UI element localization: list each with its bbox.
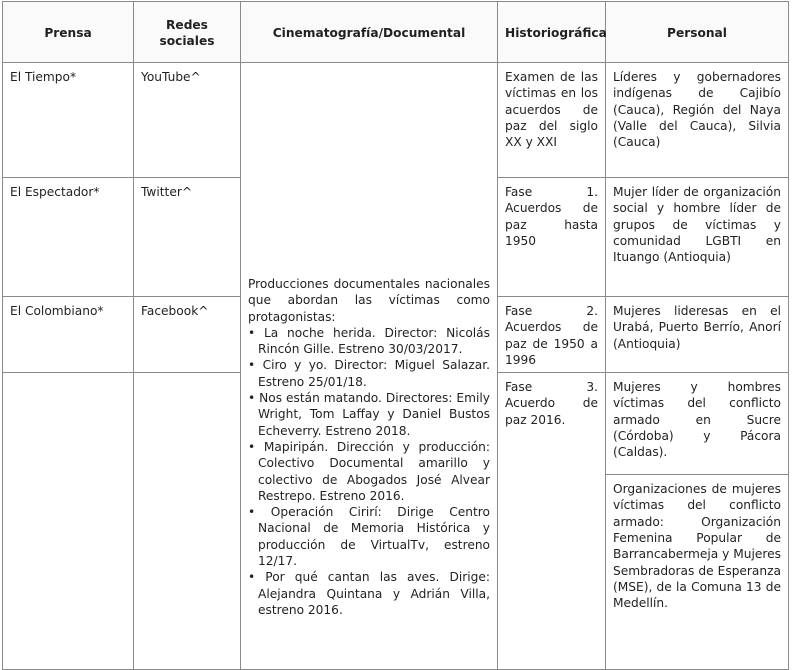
personal-cell: Mujer líder de organización social y hombre líder de grupos de víctimas y comunidad LGBTI en Ituango (Antioquia) bbox=[606, 178, 789, 297]
documental-intro: Producciones documentales nacionales que abordan las víctimas como protagonistas: bbox=[248, 277, 490, 324]
redes-cell: Twitter^ bbox=[134, 178, 241, 297]
personal-cell: Organizaciones de mujeres víctimas del conflicto armado: Organización Femenina Popular de Barrancabermeja y Mujeres Sembradoras de Esperanza (MSE), de la Comuna 13 de Medellín. bbox=[606, 475, 789, 670]
historiografica-cell: Fase 1. Acuerdos de paz hasta 1950 bbox=[498, 178, 606, 297]
list-item: • Mapiripán. Dirección y producción: Colectivo Documental amarillo y colectivo de Abogados José Alvear Restrepo. Estreno 2016. bbox=[248, 439, 490, 504]
personal-cell: Líderes y gobernadores indígenas de Cajibío (Cauca), Región del Naya (Valle del Cauca), Silvia (Cauca) bbox=[606, 63, 789, 178]
header-row bbox=[3, 2, 789, 63]
header-personal: Personal bbox=[606, 2, 789, 63]
redes-cell: YouTube^ bbox=[134, 63, 241, 178]
header-documental: Cinematografía/Documental bbox=[241, 2, 498, 63]
historiografica-cell: Examen de las víctimas en los acuerdos de paz del siglo XX y XXI bbox=[498, 63, 606, 178]
redes-empty-cell bbox=[134, 373, 241, 670]
list-item: • Operación Cirirí: Dirige Centro Nacional de Memoria Histórica y producción de VirtualTv, estreno 12/17. bbox=[248, 504, 490, 569]
prensa-cell: El Colombiano* bbox=[3, 297, 134, 373]
list-item: • Nos están matando. Directores: Emily Wright, Tom Laffay y Daniel Bustos Echeverry. Estreno 2018. bbox=[248, 390, 490, 439]
personal-cell: Mujeres lideresas en el Urabá, Puerto Berrío, Anorí (Antioquia) bbox=[606, 297, 789, 373]
header-prensa: Prensa bbox=[3, 2, 134, 63]
historiografica-cell: Fase 3. Acuerdo de paz 2016. bbox=[498, 373, 606, 670]
prensa-cell: El Espectador* bbox=[3, 178, 134, 297]
list-item: • La noche herida. Director: Nicolás Rincón Gille. Estreno 30/03/2017. bbox=[248, 325, 490, 358]
header-redes: Redes sociales bbox=[134, 2, 241, 63]
list-item: • Ciro y yo. Director: Miguel Salazar. Estreno 25/01/18. bbox=[248, 357, 490, 390]
header-historiografica: Historiográfica bbox=[498, 2, 606, 63]
prensa-empty-cell bbox=[3, 373, 134, 670]
documental-list bbox=[248, 325, 490, 618]
historiografica-cell: Fase 2. Acuerdos de paz de 1950 a 1996 bbox=[498, 297, 606, 373]
personal-cell: Mujeres y hombres víctimas del conflicto armado en Sucre (Córdoba) y Pácora (Caldas). bbox=[606, 373, 789, 475]
list-item: • Por qué cantan las aves. Dirige: Alejandra Quintana y Adrián Villa, estreno 2016. bbox=[248, 569, 490, 618]
prensa-cell: El Tiempo* bbox=[3, 63, 134, 178]
redes-cell: Facebook^ bbox=[134, 297, 241, 373]
sources-table bbox=[2, 1, 789, 670]
documental-cell bbox=[241, 63, 498, 670]
table-row bbox=[3, 63, 789, 178]
